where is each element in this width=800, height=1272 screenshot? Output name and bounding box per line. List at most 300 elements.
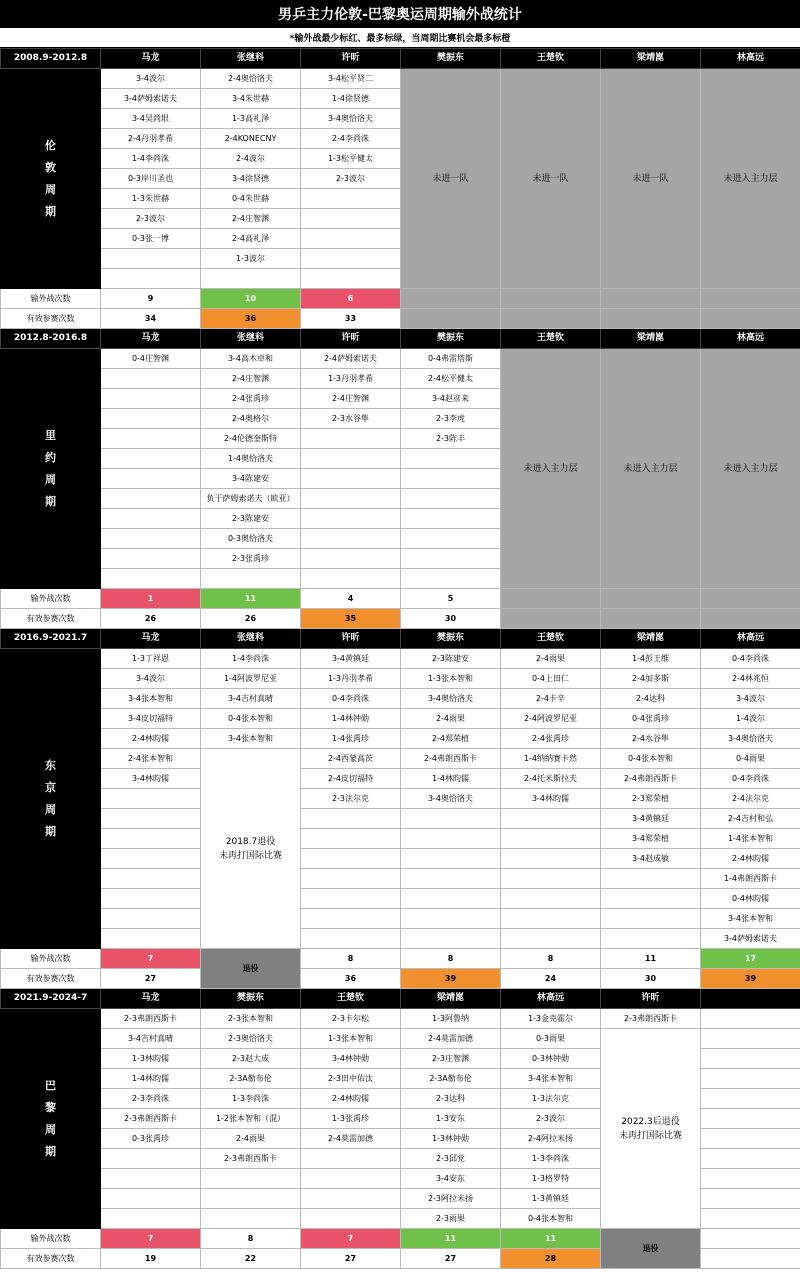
match-cell: 0-4雨果 [701,749,800,769]
match-cell: 3-4吉村真晴 [101,1029,201,1049]
era-text: 巴黎周期 [45,1078,56,1158]
empty-cell [301,249,401,269]
entry-count: 27 [101,969,201,989]
match-cell: 2-3张本智和 [201,1009,301,1029]
empty-cell [501,849,601,869]
match-cell: 1-3法尔克 [501,1089,601,1109]
period-header-row [1,49,800,69]
empty-cell [101,409,201,429]
empty-cell [101,449,201,469]
empty-cell [501,309,601,329]
empty-cell [601,869,701,889]
match-cell: 2-4林昀儒 [101,729,201,749]
losses-row [1,289,800,309]
match-row [1,749,800,769]
empty-cell [101,869,201,889]
player-name [701,989,800,1009]
match-cell: 2-3雨果 [401,1209,501,1229]
match-cell: 3-4奥恰洛夫 [701,729,800,749]
entry-count: 39 [401,969,501,989]
match-row [1,709,800,729]
match-cell: 0-4张本智和 [501,1209,601,1229]
empty-cell [301,529,401,549]
loss-count: 9 [101,289,201,309]
era-text: 伦敦周期 [45,138,56,218]
empty-cell [501,889,601,909]
entries-label: 有效参赛次数 [1,309,101,329]
match-cell: 0-4林昀儒 [701,889,800,909]
player-name: 林高远 [701,629,800,649]
match-cell: 2-3波尔 [501,1109,601,1129]
match-cell: 0-4庄智渊 [101,349,201,369]
empty-cell [101,369,201,389]
empty-cell [101,789,201,809]
match-cell: 1-4弗朗西斯卡 [701,869,800,889]
match-cell: 1-3李尚洙 [201,1089,301,1109]
player-name: 樊振东 [401,329,501,349]
empty-cell [601,309,701,329]
match-row [1,909,800,929]
match-cell: 1-3金克霍尔 [501,1009,601,1029]
player-name: 林高远 [701,49,800,69]
match-cell: 3-4朱世赫 [201,89,301,109]
match-cell: 1-2张本智和（混） [201,1109,301,1129]
match-row [1,669,800,689]
empty-cell [101,529,201,549]
match-cell: 2-3赵大成 [201,1049,301,1069]
match-cell: 0-4张本智和 [601,749,701,769]
period-header-row [1,989,800,1009]
match-cell: 3-4林昀儒 [101,769,201,789]
match-row [1,769,800,789]
match-row [1,1029,800,1049]
player-name: 梁靖崑 [601,49,701,69]
empty-cell [401,469,501,489]
match-cell: 1-4张禹珍 [301,729,401,749]
player-name: 王楚钦 [301,989,401,1009]
match-cell: 3-4林钟勋 [301,1049,401,1069]
sheet-title: 男乒主力伦敦-巴黎奥运周期输外战统计 [0,0,800,28]
match-cell: 0-4张本智和 [201,709,301,729]
match-cell: 3-4吉村真晴 [201,689,301,709]
match-cell: 2-3庄智渊 [401,1049,501,1069]
match-row [1,649,800,669]
match-cell: 2-4奥恰洛夫 [201,69,301,89]
empty-cell [201,269,301,289]
entry-count: 39 [701,969,800,989]
match-cell: 2-4林兆恒 [701,669,800,689]
losses-label: 输外战次数 [1,589,101,609]
match-cell: 2-4达科 [601,689,701,709]
match-cell: 1-3朱世赫 [101,189,201,209]
empty-cell [101,429,201,449]
empty-cell [601,289,701,309]
match-cell: 2-4阿拉米扬 [501,1129,601,1149]
empty-cell [601,589,701,609]
loss-count: 11 [401,1229,501,1249]
loss-count: 4 [301,589,401,609]
match-cell: 2-4高礼泽 [201,229,301,249]
player-name: 林高远 [501,989,601,1009]
match-cell: 2-4弗朗西斯卡 [401,749,501,769]
match-cell: 3-4松平贤二 [301,69,401,89]
empty-cell [301,809,401,829]
match-row [1,829,800,849]
match-cell: 2-3A勒布伦 [201,1069,301,1089]
empty-cell [701,1069,800,1089]
column-note: 未进入主力层 [501,349,601,589]
match-cell: 2-4吉村和弘 [701,809,800,829]
empty-cell [401,509,501,529]
player-name: 梁靖崑 [601,629,701,649]
match-row [1,789,800,809]
player-name: 樊振东 [401,49,501,69]
match-cell: 0-4张禹珍 [601,709,701,729]
empty-cell [401,829,501,849]
match-cell: 2-3卡尔松 [301,1009,401,1029]
match-cell: 3-4赵彦来 [401,389,501,409]
match-row [1,729,800,749]
match-cell: 2-3郑荣植 [601,789,701,809]
match-cell: 2-3阿拉米扬 [401,1189,501,1209]
match-cell: 2-3田中佑汰 [301,1069,401,1089]
period-range: 2021.9-2024-7 [1,989,101,1009]
match-cell: 2-3张禹珍 [201,549,301,569]
losses-row [1,589,800,609]
match-cell: 1-3黄镇廷 [501,1189,601,1209]
match-cell: 3-4徐贤德 [201,169,301,189]
match-cell: 2-4雨果 [501,649,601,669]
entries-row [1,309,800,329]
empty-cell [401,809,501,829]
empty-cell [501,909,601,929]
match-cell: 0-3张禹珍 [101,1129,201,1149]
entries-label: 有效参赛次数 [1,1249,101,1269]
match-row [1,809,800,829]
match-cell: 2-3陈建安 [401,649,501,669]
empty-cell [301,209,401,229]
match-cell: 1-3高礼泽 [201,109,301,129]
empty-cell [401,569,501,589]
match-cell: 1-3林昀儒 [101,1049,201,1069]
loss-count: 8 [201,1229,301,1249]
column-note: 未进一队 [401,69,501,289]
match-cell: 2-4雨果 [401,709,501,729]
match-cell: 1-4李尚洙 [101,149,201,169]
match-cell: 1-4彭王维 [601,649,701,669]
match-cell: 1-3张本智和 [301,1029,401,1049]
empty-cell [401,909,501,929]
loss-count: 11 [201,589,301,609]
match-cell: 2-4林昀儒 [701,849,800,869]
empty-cell [201,1169,301,1189]
empty-cell [101,1149,201,1169]
entry-count: 36 [301,969,401,989]
player-name: 张继科 [201,49,301,69]
match-row [1,69,800,89]
match-cell: 1-3张禹珍 [301,1109,401,1129]
empty-cell [401,309,501,329]
empty-cell [401,489,501,509]
match-cell: 0-3雨果 [501,1029,601,1049]
empty-cell [101,249,201,269]
column-note: 未进一队 [501,69,601,289]
match-cell: 2-4阿波罗尼亚 [501,709,601,729]
match-cell: 3-4林昀儒 [501,789,601,809]
loss-count: 5 [401,589,501,609]
empty-cell [401,549,501,569]
entry-count: 26 [101,609,201,629]
match-cell: 1-4李尚洙 [201,649,301,669]
match-row [1,889,800,909]
column-note: 未进入主力层 [701,349,800,589]
era-text: 里约周期 [45,428,56,508]
loss-count: 7 [301,1229,401,1249]
empty-cell [501,929,601,949]
match-cell: 2-4莫雷加德 [401,1029,501,1049]
match-cell: 2-3法尔克 [301,789,401,809]
era-text: 东京周期 [45,758,56,838]
match-cell: 0-4李尚洙 [701,769,800,789]
empty-cell [401,889,501,909]
match-cell: 3-4奥恰洛夫 [301,109,401,129]
period-range: 2016.9-2021.7 [1,629,101,649]
loss-count: 6 [301,289,401,309]
empty-cell [301,829,401,849]
match-cell: 2-3奥恰洛夫 [201,1029,301,1049]
empty-cell [701,1189,800,1209]
empty-cell [501,809,601,829]
empty-cell [701,1089,800,1109]
match-cell: 2-4雨果 [201,1129,301,1149]
match-cell: 2-4林昀儒 [301,1089,401,1109]
entries-row [1,969,800,989]
empty-cell [301,909,401,929]
empty-cell [301,569,401,589]
empty-cell [401,869,501,889]
match-cell: 负于萨姆索诺夫（欧亚） [201,489,301,509]
empty-cell [101,1209,201,1229]
match-cell: 3-4奥恰洛夫 [401,789,501,809]
empty-cell [101,549,201,569]
match-cell: 1-3林钟勋 [401,1129,501,1149]
empty-cell [101,1169,201,1189]
empty-cell [101,389,201,409]
match-cell: 3-4黄镇廷 [301,649,401,669]
entry-count: 22 [201,1249,301,1269]
retired-cell: 退役 [601,1229,701,1269]
empty-cell [101,489,201,509]
entries-row [1,609,800,629]
match-cell: 3-4张本智和 [701,909,800,929]
match-cell: 1-3张本智和 [401,669,501,689]
player-name: 许昕 [301,629,401,649]
empty-cell [701,1209,800,1229]
player-name: 许昕 [601,989,701,1009]
empty-cell [301,449,401,469]
player-name: 张继科 [201,329,301,349]
loss-count: 11 [601,949,701,969]
empty-cell [401,929,501,949]
empty-cell [101,469,201,489]
match-cell: 2-4加多斯 [601,669,701,689]
match-cell: 2-4张禹珍 [501,729,601,749]
player-name: 樊振东 [401,629,501,649]
empty-cell [101,809,201,829]
player-name: 王楚钦 [501,49,601,69]
match-row [1,849,800,869]
period-header-row [1,629,800,649]
match-cell: 3-4萨姆索诺夫 [701,929,800,949]
entry-count: 36 [201,309,301,329]
match-cell: 0-4李尚洙 [701,649,800,669]
match-cell: 1-3波尔 [201,249,301,269]
empty-cell [201,1189,301,1209]
match-cell: 0-3张一博 [101,229,201,249]
losses-row [1,949,800,969]
empty-cell [301,429,401,449]
player-name: 马龙 [101,989,201,1009]
retire-note: 2022.3后退役 未再打国际比赛 [601,1029,701,1229]
entries-label: 有效参赛次数 [1,969,101,989]
empty-cell [301,229,401,249]
match-cell: 3-4张本智和 [101,689,201,709]
empty-cell [101,1189,201,1209]
period-range: 2012.8-2016.8 [1,329,101,349]
match-cell: 2-3弗朗西斯卡 [101,1109,201,1129]
loss-count: 7 [101,949,201,969]
empty-cell [701,589,800,609]
empty-cell [301,549,401,569]
match-cell: 1-3格罗特 [501,1169,601,1189]
match-cell: 2-4卡辛 [501,689,601,709]
match-cell: 2-3水谷隼 [301,409,401,429]
match-cell: 2-4庄智渊 [301,389,401,409]
entry-count: 35 [301,609,401,629]
empty-cell [101,929,201,949]
empty-cell [401,529,501,549]
match-cell: 0-4上田仁 [501,669,601,689]
period-header-row [1,329,800,349]
empty-cell [701,1029,800,1049]
empty-cell [301,489,401,509]
player-name: 王楚钦 [501,629,601,649]
match-cell: 3-4波尔 [101,669,201,689]
empty-cell [701,609,800,629]
era-label [1,349,101,589]
match-cell: 1-4林昀儒 [101,1069,201,1089]
match-cell: 2-3弗朗西斯卡 [201,1149,301,1169]
match-cell: 1-4纳纳赛卡然 [501,749,601,769]
match-row [1,929,800,949]
loss-count: 1 [101,589,201,609]
empty-cell [301,849,401,869]
match-cell: 2-3李尚洙 [101,1089,201,1109]
player-name: 马龙 [101,49,201,69]
match-cell: 2-4庄智渊 [201,209,301,229]
loss-count: 7 [101,1229,201,1249]
entry-count: 24 [501,969,601,989]
empty-cell [701,1109,800,1129]
empty-cell [501,589,601,609]
entry-count: 27 [301,1249,401,1269]
sheet-subtitle: *输外战最少标红、最多标绿，当周期比赛机会最多标橙 [0,28,800,48]
match-cell: 1-3松平健太 [301,149,401,169]
entry-count: 34 [101,309,201,329]
match-cell: 3-4波尔 [101,69,201,89]
match-cell: 2-3波尔 [301,169,401,189]
empty-cell [601,609,701,629]
match-cell: 3-4皮切福特 [101,709,201,729]
era-label [1,1009,101,1229]
empty-cell [101,509,201,529]
empty-cell [701,1049,800,1069]
match-cell: 3-4萨姆索诺夫 [101,89,201,109]
match-cell: 3-4高木卓和 [201,349,301,369]
match-cell: 2-3波尔 [101,209,201,229]
match-cell: 2-3陈丰 [401,429,501,449]
match-cell: 2-4松平健太 [401,369,501,389]
era-label [1,69,101,289]
empty-cell [301,509,401,529]
match-cell: 2-4波尔 [201,149,301,169]
match-cell: 2-3达科 [401,1089,501,1109]
empty-cell [301,889,401,909]
empty-cell [601,929,701,949]
match-cell: 2-4伦德奎斯特 [201,429,301,449]
player-name: 许昕 [301,49,401,69]
empty-cell [101,269,201,289]
match-cell: 3-4奥恰洛夫 [401,689,501,709]
empty-cell [301,1149,401,1169]
retire-note: 2018.7退役 未再打国际比赛 [201,749,301,949]
match-cell: 3-4张本智和 [201,729,301,749]
match-cell: 2-4弗朗西斯卡 [601,769,701,789]
empty-cell [301,929,401,949]
empty-cell [701,1009,800,1029]
loss-count: 8 [401,949,501,969]
empty-cell [501,869,601,889]
match-row [1,869,800,889]
loss-count: 8 [301,949,401,969]
match-cell: 0-3林钟勋 [501,1049,601,1069]
empty-cell [101,889,201,909]
match-cell: 2-4奥格尔 [201,409,301,429]
match-cell: 2-3弗朗西斯卡 [101,1009,201,1029]
match-cell: 2-3陈建安 [201,509,301,529]
empty-cell [301,1209,401,1229]
match-cell: 2-4萨姆索诺夫 [301,349,401,369]
empty-cell [501,609,601,629]
match-cell: 1-4波尔 [701,709,800,729]
match-cell: 3-4安东 [401,1169,501,1189]
match-cell: 2-4李尚洙 [301,129,401,149]
match-row [1,689,800,709]
match-cell: 0-4弗雷塔斯 [401,349,501,369]
match-cell: 1-3丹羽孝希 [301,669,401,689]
match-cell: 3-4赵成敏 [601,849,701,869]
player-name: 林高远 [701,329,800,349]
match-cell: 3-4陈建安 [201,469,301,489]
empty-cell [301,269,401,289]
empty-cell [301,189,401,209]
player-name: 马龙 [101,329,201,349]
column-note: 未进一队 [601,69,701,289]
empty-cell [701,1149,800,1169]
match-cell: 2-3A勒布伦 [401,1069,501,1089]
empty-cell [301,469,401,489]
period-range: 2008.9-2012.8 [1,49,101,69]
